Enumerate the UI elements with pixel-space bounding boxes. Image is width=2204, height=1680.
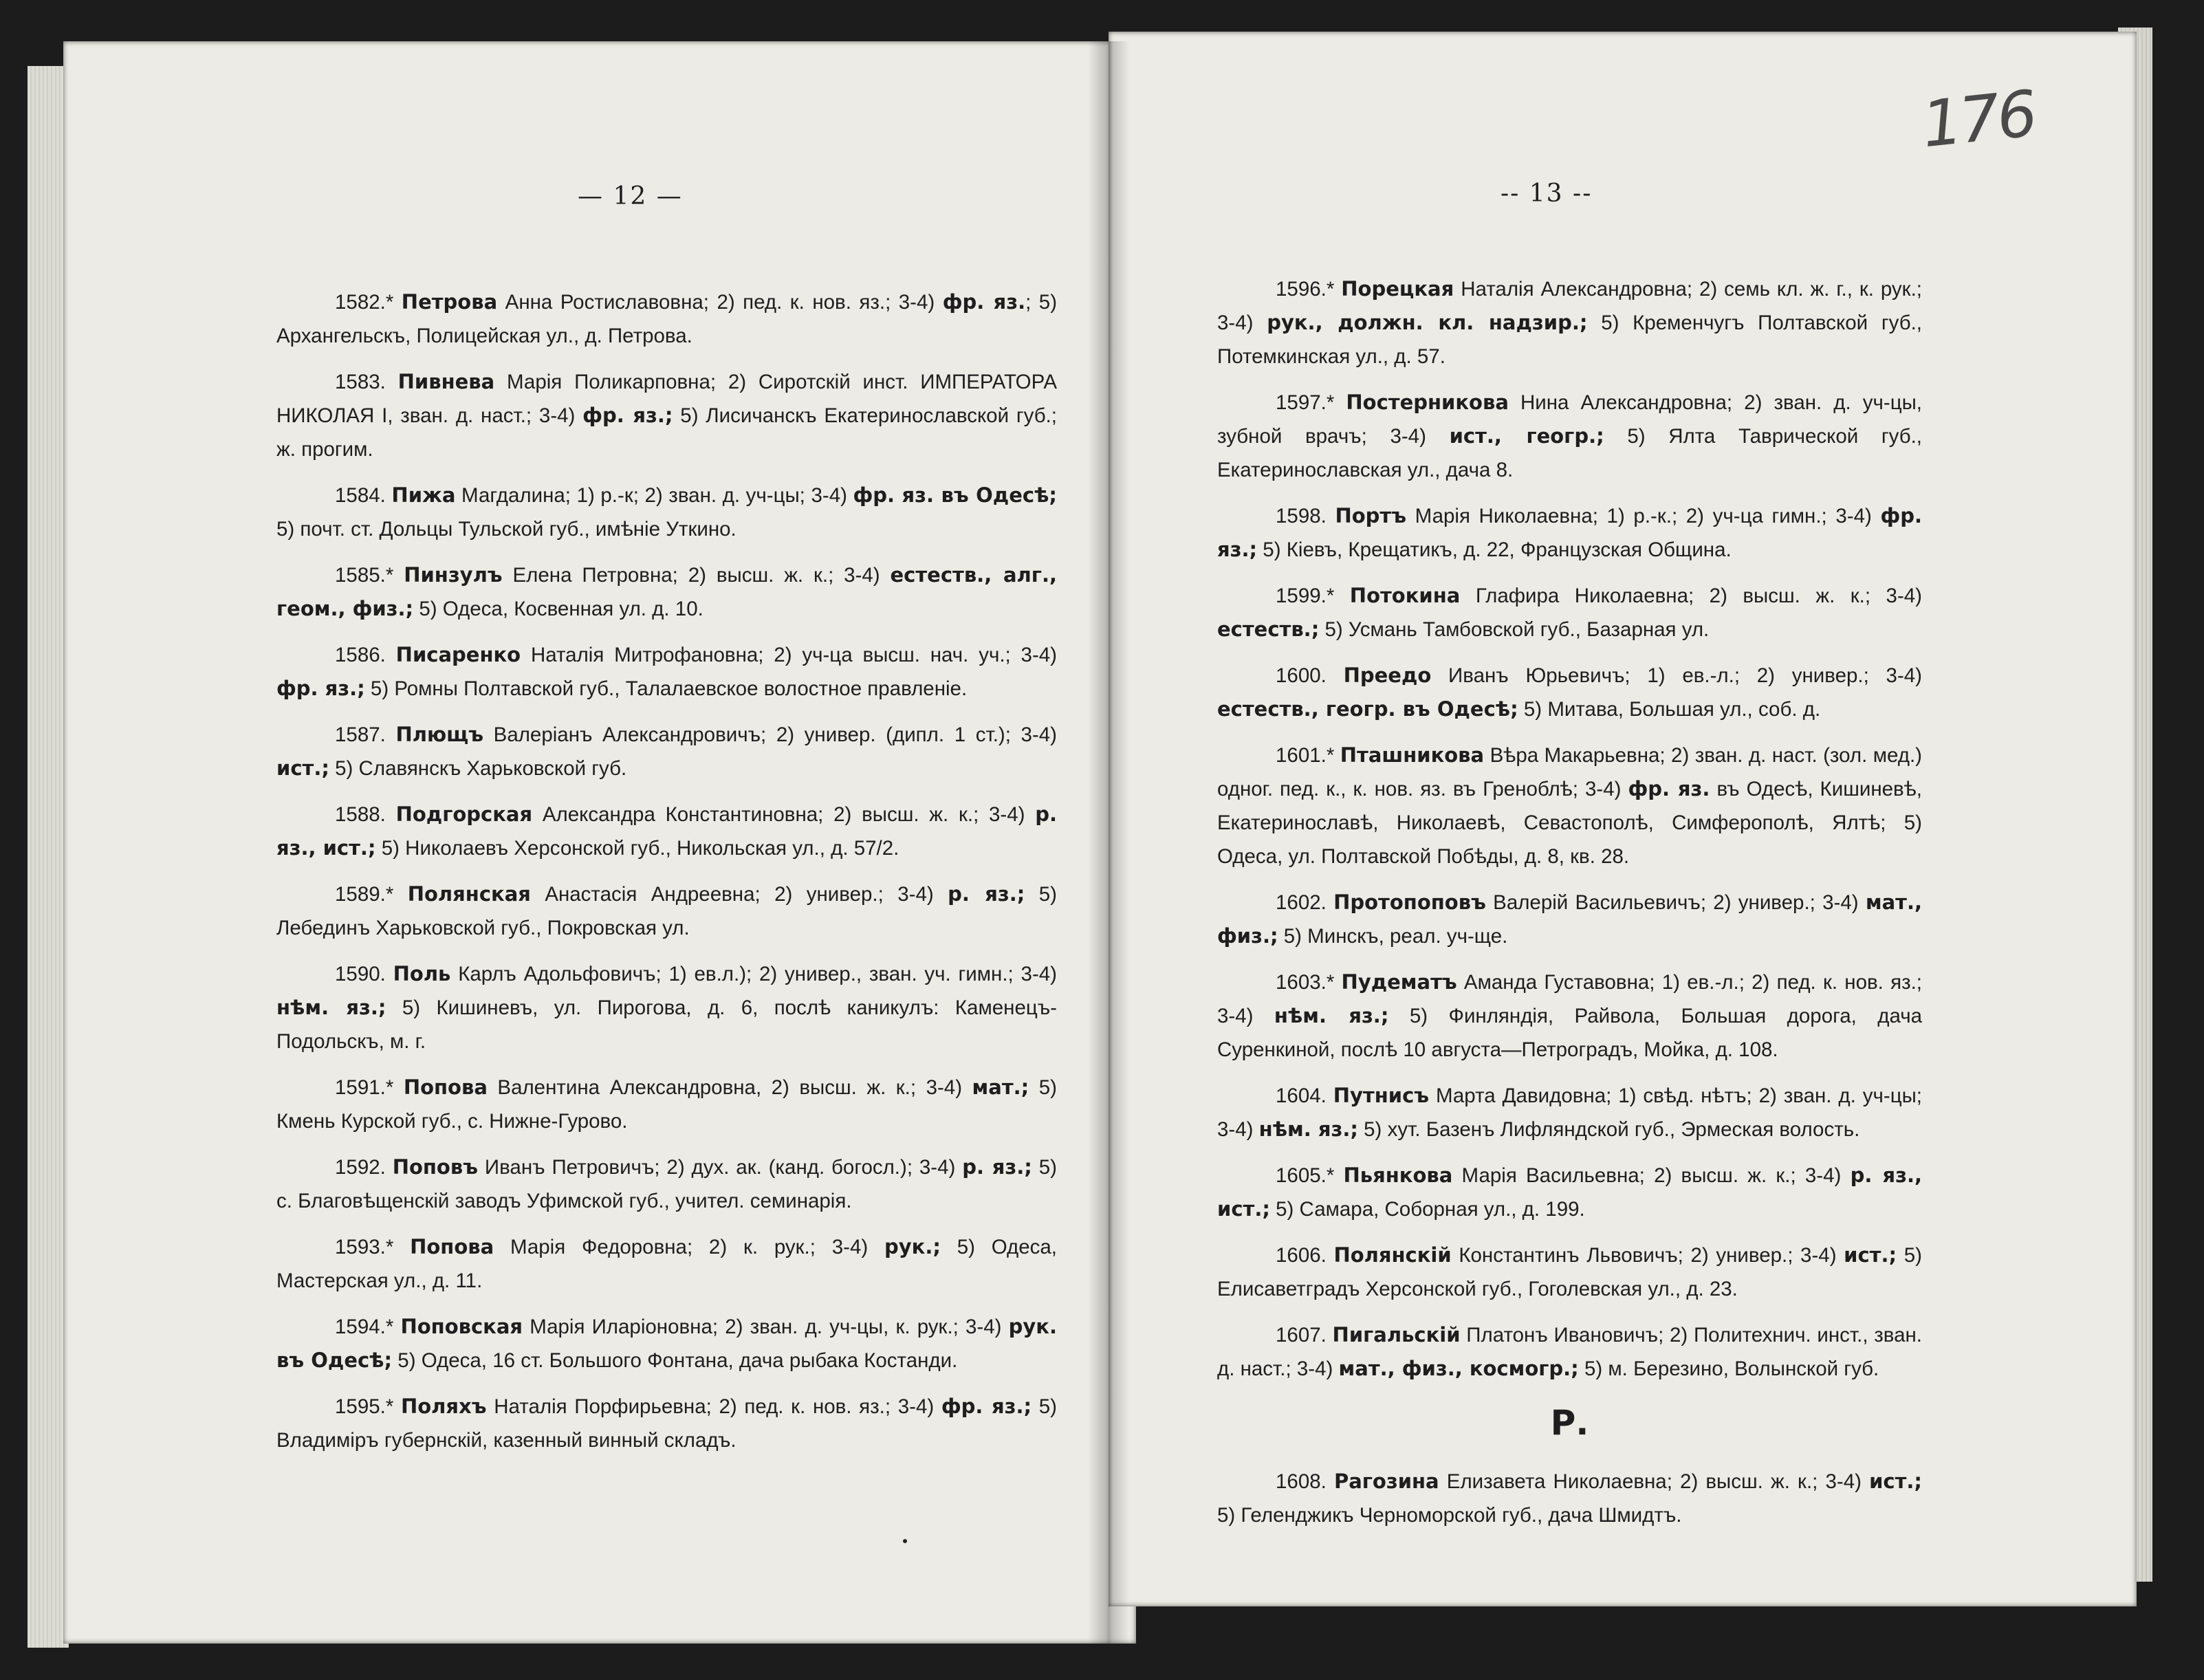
entry-surname: Поповская bbox=[400, 1315, 523, 1338]
entry-address: 5) Усмань Тамбовской губ., Базарная ул. bbox=[1319, 618, 1710, 641]
directory-entry bbox=[276, 877, 1057, 945]
entry-address: 5) с. Благовѣщенскій заводъ Уфимской губ., учител. семинарія. bbox=[276, 1156, 1057, 1212]
entry-details: Валентина Александровна, 2) высш. ж. к.; 3-4) bbox=[497, 1076, 963, 1099]
entry-details: Нина Александровна; 2) зван. д. уч-цы, зубной врачъ; 3-4) bbox=[1217, 391, 1923, 448]
entry-subjects: естеств., алг., геом., физ.; bbox=[276, 563, 1057, 620]
entry-surname: Попова bbox=[410, 1235, 494, 1258]
entry-subjects: р. яз.; bbox=[962, 1155, 1032, 1179]
directory-entry bbox=[276, 1310, 1057, 1377]
entry-number: 1602. bbox=[1276, 891, 1327, 914]
entry-address: 5) Геленджикъ Черноморской губ., дача Шмидтъ. bbox=[1217, 1504, 1682, 1527]
entry-surname: Поповъ bbox=[392, 1155, 479, 1179]
entry-surname: Плющъ bbox=[395, 723, 484, 746]
entry-address: 5) почт. ст. Дольцы Тульской губ., имѣніе Уткино. bbox=[276, 518, 737, 541]
entry-subjects: мат., физ.; bbox=[1217, 891, 1922, 948]
entry-details: Александра Константиновна; 2) высш. ж. к.; 3-4) bbox=[542, 803, 1025, 826]
entry-number: 1590. bbox=[335, 963, 386, 985]
entry-surname: Пинзулъ bbox=[404, 563, 503, 587]
entry-surname: Портъ bbox=[1335, 504, 1407, 527]
entry-subjects: ист.; bbox=[1869, 1470, 1922, 1493]
entry-surname: Пьянкова bbox=[1343, 1164, 1453, 1187]
entry-number: 1596.* bbox=[1276, 278, 1335, 301]
entry-subjects: естеств., геогр. въ Одесѣ; bbox=[1217, 697, 1518, 721]
entry-subjects: рук.; bbox=[884, 1235, 941, 1258]
entry-address: 5) Владиміръ губернскій, казенный винный складъ. bbox=[276, 1395, 1057, 1452]
entry-subjects: мат., физ., космогр.; bbox=[1338, 1357, 1579, 1380]
entry-address: 5) Елисаветградъ Херсонской губ., Гоголевская ул., д. 23. bbox=[1217, 1244, 1922, 1300]
entry-surname: Пигальскій bbox=[1332, 1323, 1461, 1346]
entry-surname: Пижа bbox=[391, 483, 456, 507]
entry-number: 1588. bbox=[335, 803, 386, 826]
directory-entry bbox=[1217, 966, 1922, 1067]
entry-surname: Попова bbox=[403, 1076, 488, 1099]
entry-details: Анастасія Андреевна; 2) универ.; 3-4) bbox=[545, 883, 934, 906]
entry-number: 1604. bbox=[1276, 1084, 1327, 1107]
entry-subjects: фр. яз.; bbox=[941, 1395, 1032, 1418]
handwritten-folio-number: 176 bbox=[1918, 76, 2038, 162]
entry-number: 1599.* bbox=[1276, 585, 1335, 607]
entry-details: Елена Петровна; 2) высш. ж. к.; 3-4) bbox=[512, 564, 880, 587]
entry-surname: Рагозина bbox=[1333, 1470, 1439, 1493]
directory-entry bbox=[1217, 1079, 1922, 1146]
entry-surname: Подгорская bbox=[395, 803, 533, 826]
left-page bbox=[63, 41, 1136, 1644]
entry-subjects: нѣм. яз.; bbox=[1274, 1004, 1389, 1027]
entry-details: Карлъ Адольфовичъ; 1) ев.л.); 2) универ., зван. уч. гимн.; 3-4) bbox=[458, 963, 1057, 985]
entry-number: 1601.* bbox=[1276, 744, 1335, 767]
entry-details: Наталія Порфирьевна; 2) пед. к. нов. яз.; 3-4) bbox=[494, 1395, 935, 1418]
entry-details: Наталія Александровна; 2) семь кл. ж. г., к. рук.; 3-4) bbox=[1217, 278, 1922, 334]
entry-number: 1594.* bbox=[335, 1316, 394, 1338]
directory-entry bbox=[1217, 1159, 1922, 1226]
entry-address: 5) Кіевъ, Крещатикъ, д. 22, Французская Община. bbox=[1257, 538, 1732, 561]
directory-entry bbox=[276, 1071, 1057, 1138]
entry-number: 1603.* bbox=[1276, 971, 1335, 994]
entry-subjects: ист., геогр.; bbox=[1449, 424, 1604, 448]
entry-number: 1597.* bbox=[1276, 391, 1335, 414]
entry-subjects: р. яз., ист.; bbox=[1217, 1164, 1922, 1221]
entry-subjects: естеств.; bbox=[1217, 618, 1320, 641]
directory-entry bbox=[276, 365, 1057, 466]
entry-details: Константинъ Львовичъ; 2) универ.; 3-4) bbox=[1459, 1244, 1837, 1267]
entry-number: 1593.* bbox=[335, 1236, 394, 1258]
entry-subjects: нѣм. яз.; bbox=[276, 996, 386, 1019]
entry-surname: Потокина bbox=[1349, 584, 1461, 607]
book-gutter bbox=[1088, 41, 1129, 1644]
entry-details: Валерій Васильевичъ; 2) универ.; 3-4) bbox=[1493, 891, 1859, 914]
letter-section-heading: Р. bbox=[1550, 1403, 1589, 1443]
entry-details: Аманда Густавовна; 1) ев.-л.; 2) пед. к. нов. яз.; 3-4) bbox=[1217, 971, 1922, 1027]
entry-subjects: нѣм. яз.; bbox=[1258, 1117, 1358, 1141]
entry-number: 1589.* bbox=[335, 883, 394, 906]
entry-details: Анна Ростиславовна; 2) пед. к. нов. яз.; 3-4) bbox=[505, 291, 935, 314]
entry-address: 5) Ялта Таврической губ., Екатеринославская ул., дача 8. bbox=[1217, 425, 1923, 481]
entry-address: 5) Николаевъ Херсонской губ., Никольская ул., д. 57/2. bbox=[375, 837, 899, 860]
entry-subjects: фр. яз. bbox=[942, 290, 1026, 314]
directory-entry bbox=[276, 957, 1057, 1058]
entry-details: Иванъ Юрьевичъ; 1) ев.-л.; 2) универ.; 3-4) bbox=[1448, 664, 1922, 687]
entry-address: 5) Славянскъ Харьковской губ. bbox=[329, 757, 627, 780]
entry-address: 5) Одеса, Косвенная ул. д. 10. bbox=[413, 598, 703, 620]
directory-entry bbox=[276, 1390, 1057, 1457]
entry-subjects: рук., должн. кл. надзир.; bbox=[1267, 311, 1588, 334]
directory-entry bbox=[276, 638, 1057, 706]
entry-details: Платонъ Ивановичъ; 2) Политехнич. инст., зван. д. наст.; 3-4) bbox=[1217, 1324, 1922, 1380]
entry-details: Марія Васильевна; 2) высш. ж. к.; 3-4) bbox=[1461, 1164, 1842, 1187]
entry-address: 5) м. Березино, Волынской губ. bbox=[1578, 1357, 1879, 1380]
right-page bbox=[1109, 32, 2137, 1606]
entry-address: 5) Самара, Соборная ул., д. 199. bbox=[1269, 1198, 1585, 1221]
directory-entry bbox=[1217, 499, 1922, 567]
entry-address: 5) Одеса, 16 ст. Большого Фонтана, дача рыбака Костанди. bbox=[392, 1349, 958, 1372]
page-number-right: -- 13 -- bbox=[1501, 179, 1593, 208]
entry-number: 1584. bbox=[335, 484, 386, 507]
entry-number: 1591.* bbox=[335, 1076, 394, 1099]
entry-address: 5) Финляндія, Райвола, Большая дорога, дача Суренкиной, послѣ 10 августа—Петроградъ, Мойка, д. 108. bbox=[1217, 1005, 1922, 1061]
entry-subjects: ист.; bbox=[1844, 1243, 1897, 1267]
entry-number: 1582.* bbox=[335, 291, 394, 314]
directory-entry bbox=[276, 718, 1057, 785]
entry-surname: Поль bbox=[393, 962, 451, 985]
entry-details: Марія Поликарповна; 2) Сиротскій инст. ИМПЕРАТОРА НИКОЛАЯ I, зван. д. наст.; 3-4) bbox=[276, 371, 1058, 427]
entry-details: Марія Иларіоновна; 2) зван. д. уч-цы, к. рук.; 3-4) bbox=[530, 1316, 1002, 1338]
entry-number: 1585.* bbox=[335, 564, 394, 587]
entry-subjects: фр. яз. bbox=[1628, 777, 1710, 800]
entry-number: 1595.* bbox=[335, 1395, 394, 1418]
entry-surname: Постерникова bbox=[1346, 391, 1509, 414]
directory-entry bbox=[1217, 739, 1922, 873]
directory-entry bbox=[276, 558, 1057, 626]
entry-address: 5) хут. Базенъ Лифляндской губ., Эрмеская волость. bbox=[1357, 1118, 1860, 1141]
entry-address: ; 5) Архангельскъ, Полицейская ул., д. Петрова. bbox=[276, 291, 1058, 347]
entry-number: 1606. bbox=[1276, 1244, 1327, 1267]
entry-number: 1598. bbox=[1276, 505, 1327, 527]
entry-details: Марія Федоровна; 2) к. рук.; 3-4) bbox=[510, 1236, 869, 1258]
entry-number: 1586. bbox=[335, 644, 386, 666]
directory-entry bbox=[1217, 1465, 1922, 1532]
entry-surname: Пташникова bbox=[1340, 743, 1485, 767]
entry-details: Марія Николаевна; 1) р.-к.; 2) уч-ца гимн.; 3-4) bbox=[1415, 505, 1872, 527]
directory-entry bbox=[1217, 886, 1922, 953]
directory-entry bbox=[1217, 386, 1922, 487]
entry-surname: Поляхъ bbox=[400, 1395, 487, 1418]
entry-address: 5) Минскъ, реал. уч-ще. bbox=[1278, 925, 1508, 948]
left-column-entries bbox=[276, 285, 1057, 1470]
entry-details: Иванъ Петровичъ; 2) дух. ак. (канд. богосл.); 3-4) bbox=[484, 1156, 956, 1179]
entry-subjects: фр. яз.; bbox=[276, 677, 365, 700]
entry-address: 5) Кременчугъ Полтавской губ., Потемкинская ул., д. 57. bbox=[1217, 312, 1922, 368]
entry-number: 1605.* bbox=[1276, 1164, 1335, 1187]
directory-entry bbox=[276, 479, 1057, 546]
entry-details: Глафира Николаевна; 2) высш. ж. к.; 3-4) bbox=[1475, 585, 1922, 607]
entry-address: 5) Кишиневъ, ул. Пирогова, д. 6, послѣ каникулъ: Каменецъ-Подольскъ, м. г. bbox=[276, 996, 1058, 1053]
entry-details: Вѣра Макарьевна; 2) зван. д. наст. (зол. мед.) одног. пед. к., к. нов. яз. въ Греноблѣ; 3-4) bbox=[1217, 744, 1923, 800]
entry-surname: Путнисъ bbox=[1333, 1084, 1430, 1107]
directory-entry bbox=[276, 285, 1057, 353]
directory-entry bbox=[1217, 1239, 1922, 1306]
entry-subjects: р. яз., ист.; bbox=[276, 803, 1057, 860]
entry-address: 5) Кмень Курской губ., с. Нижне-Гурово. bbox=[276, 1076, 1057, 1133]
entry-surname: Протопоповъ bbox=[1333, 891, 1486, 914]
entry-details: Марта Давидовна; 1) свѣд. нѣтъ; 2) зван. д. уч-цы; 3-4) bbox=[1217, 1084, 1922, 1141]
entry-number: 1587. bbox=[335, 723, 386, 746]
entry-surname: Полянскій bbox=[1333, 1243, 1452, 1267]
entry-number: 1608. bbox=[1276, 1470, 1327, 1493]
entry-number: 1607. bbox=[1276, 1324, 1327, 1346]
entry-subjects: фр. яз. въ Одесѣ; bbox=[853, 483, 1058, 507]
entry-address: 5) Одеса, Мастерская ул., д. 11. bbox=[276, 1236, 1057, 1292]
entry-address: 5) Ромны Полтавской губ., Талалаевское волостное правленіе. bbox=[364, 677, 968, 700]
directory-entry bbox=[276, 1230, 1057, 1298]
directory-entry bbox=[1217, 1318, 1922, 1386]
entry-address: 5) Митава, Большая ул., соб. д. bbox=[1518, 698, 1821, 721]
entry-details: Наталія Митрофановна; 2) уч-ца высш. нач. уч.; 3-4) bbox=[530, 644, 1058, 666]
left-page-edges bbox=[28, 66, 69, 1648]
entry-subjects: р. яз.; bbox=[948, 882, 1025, 906]
right-column-entries bbox=[1217, 272, 1922, 1545]
directory-entry bbox=[1217, 579, 1922, 646]
entry-surname: Преедо bbox=[1343, 664, 1432, 687]
page-number-left: — 12 — bbox=[578, 182, 683, 210]
entry-address: въ Одесѣ, Кишиневѣ, Екатеринославѣ, Николаевѣ, Севастополѣ, Симферополѣ, Ялтѣ; 5) Одеса, ул. Полтавской Побѣды, д. 8, кв. 28. bbox=[1217, 778, 1922, 868]
entry-subjects: рук. въ Одесѣ; bbox=[276, 1315, 1057, 1372]
entry-subjects: фр. яз.; bbox=[582, 404, 673, 427]
directory-entry bbox=[1217, 272, 1922, 373]
entry-details: Магдалина; 1) р.-к; 2) зван. д. уч-цы; 3-4) bbox=[461, 484, 847, 507]
entry-subjects: фр. яз.; bbox=[1217, 504, 1922, 561]
ink-speck bbox=[903, 1539, 907, 1543]
entry-address: 5) Лисичанскъ Екатеринославской губ.; ж. прогим. bbox=[276, 404, 1057, 461]
entry-surname: Пивнева bbox=[397, 370, 495, 393]
entry-number: 1583. bbox=[335, 371, 386, 393]
entry-subjects: мат.; bbox=[972, 1076, 1029, 1099]
entry-surname: Полянская bbox=[407, 882, 531, 906]
entry-number: 1600. bbox=[1276, 664, 1327, 687]
entry-surname: Петрова bbox=[401, 290, 498, 314]
directory-entry bbox=[276, 1150, 1057, 1218]
directory-entry bbox=[276, 798, 1057, 865]
entry-subjects: ист.; bbox=[276, 756, 329, 780]
entry-details: Валеріанъ Александровичъ; 2) универ. (дипл. 1 ст.); 3-4) bbox=[493, 723, 1057, 746]
entry-surname: Порецкая bbox=[1341, 277, 1454, 301]
entry-number: 1592. bbox=[335, 1156, 386, 1179]
entry-surname: Писаренко bbox=[395, 643, 521, 666]
entry-details: Елизавета Николаевна; 2) высш. ж. к.; 3-4) bbox=[1446, 1470, 1862, 1493]
entry-surname: Пудематъ bbox=[1341, 970, 1457, 994]
directory-entry bbox=[1217, 659, 1922, 726]
entry-address: 5) Лебединъ Харьковской губ., Покровская ул. bbox=[276, 883, 1057, 939]
